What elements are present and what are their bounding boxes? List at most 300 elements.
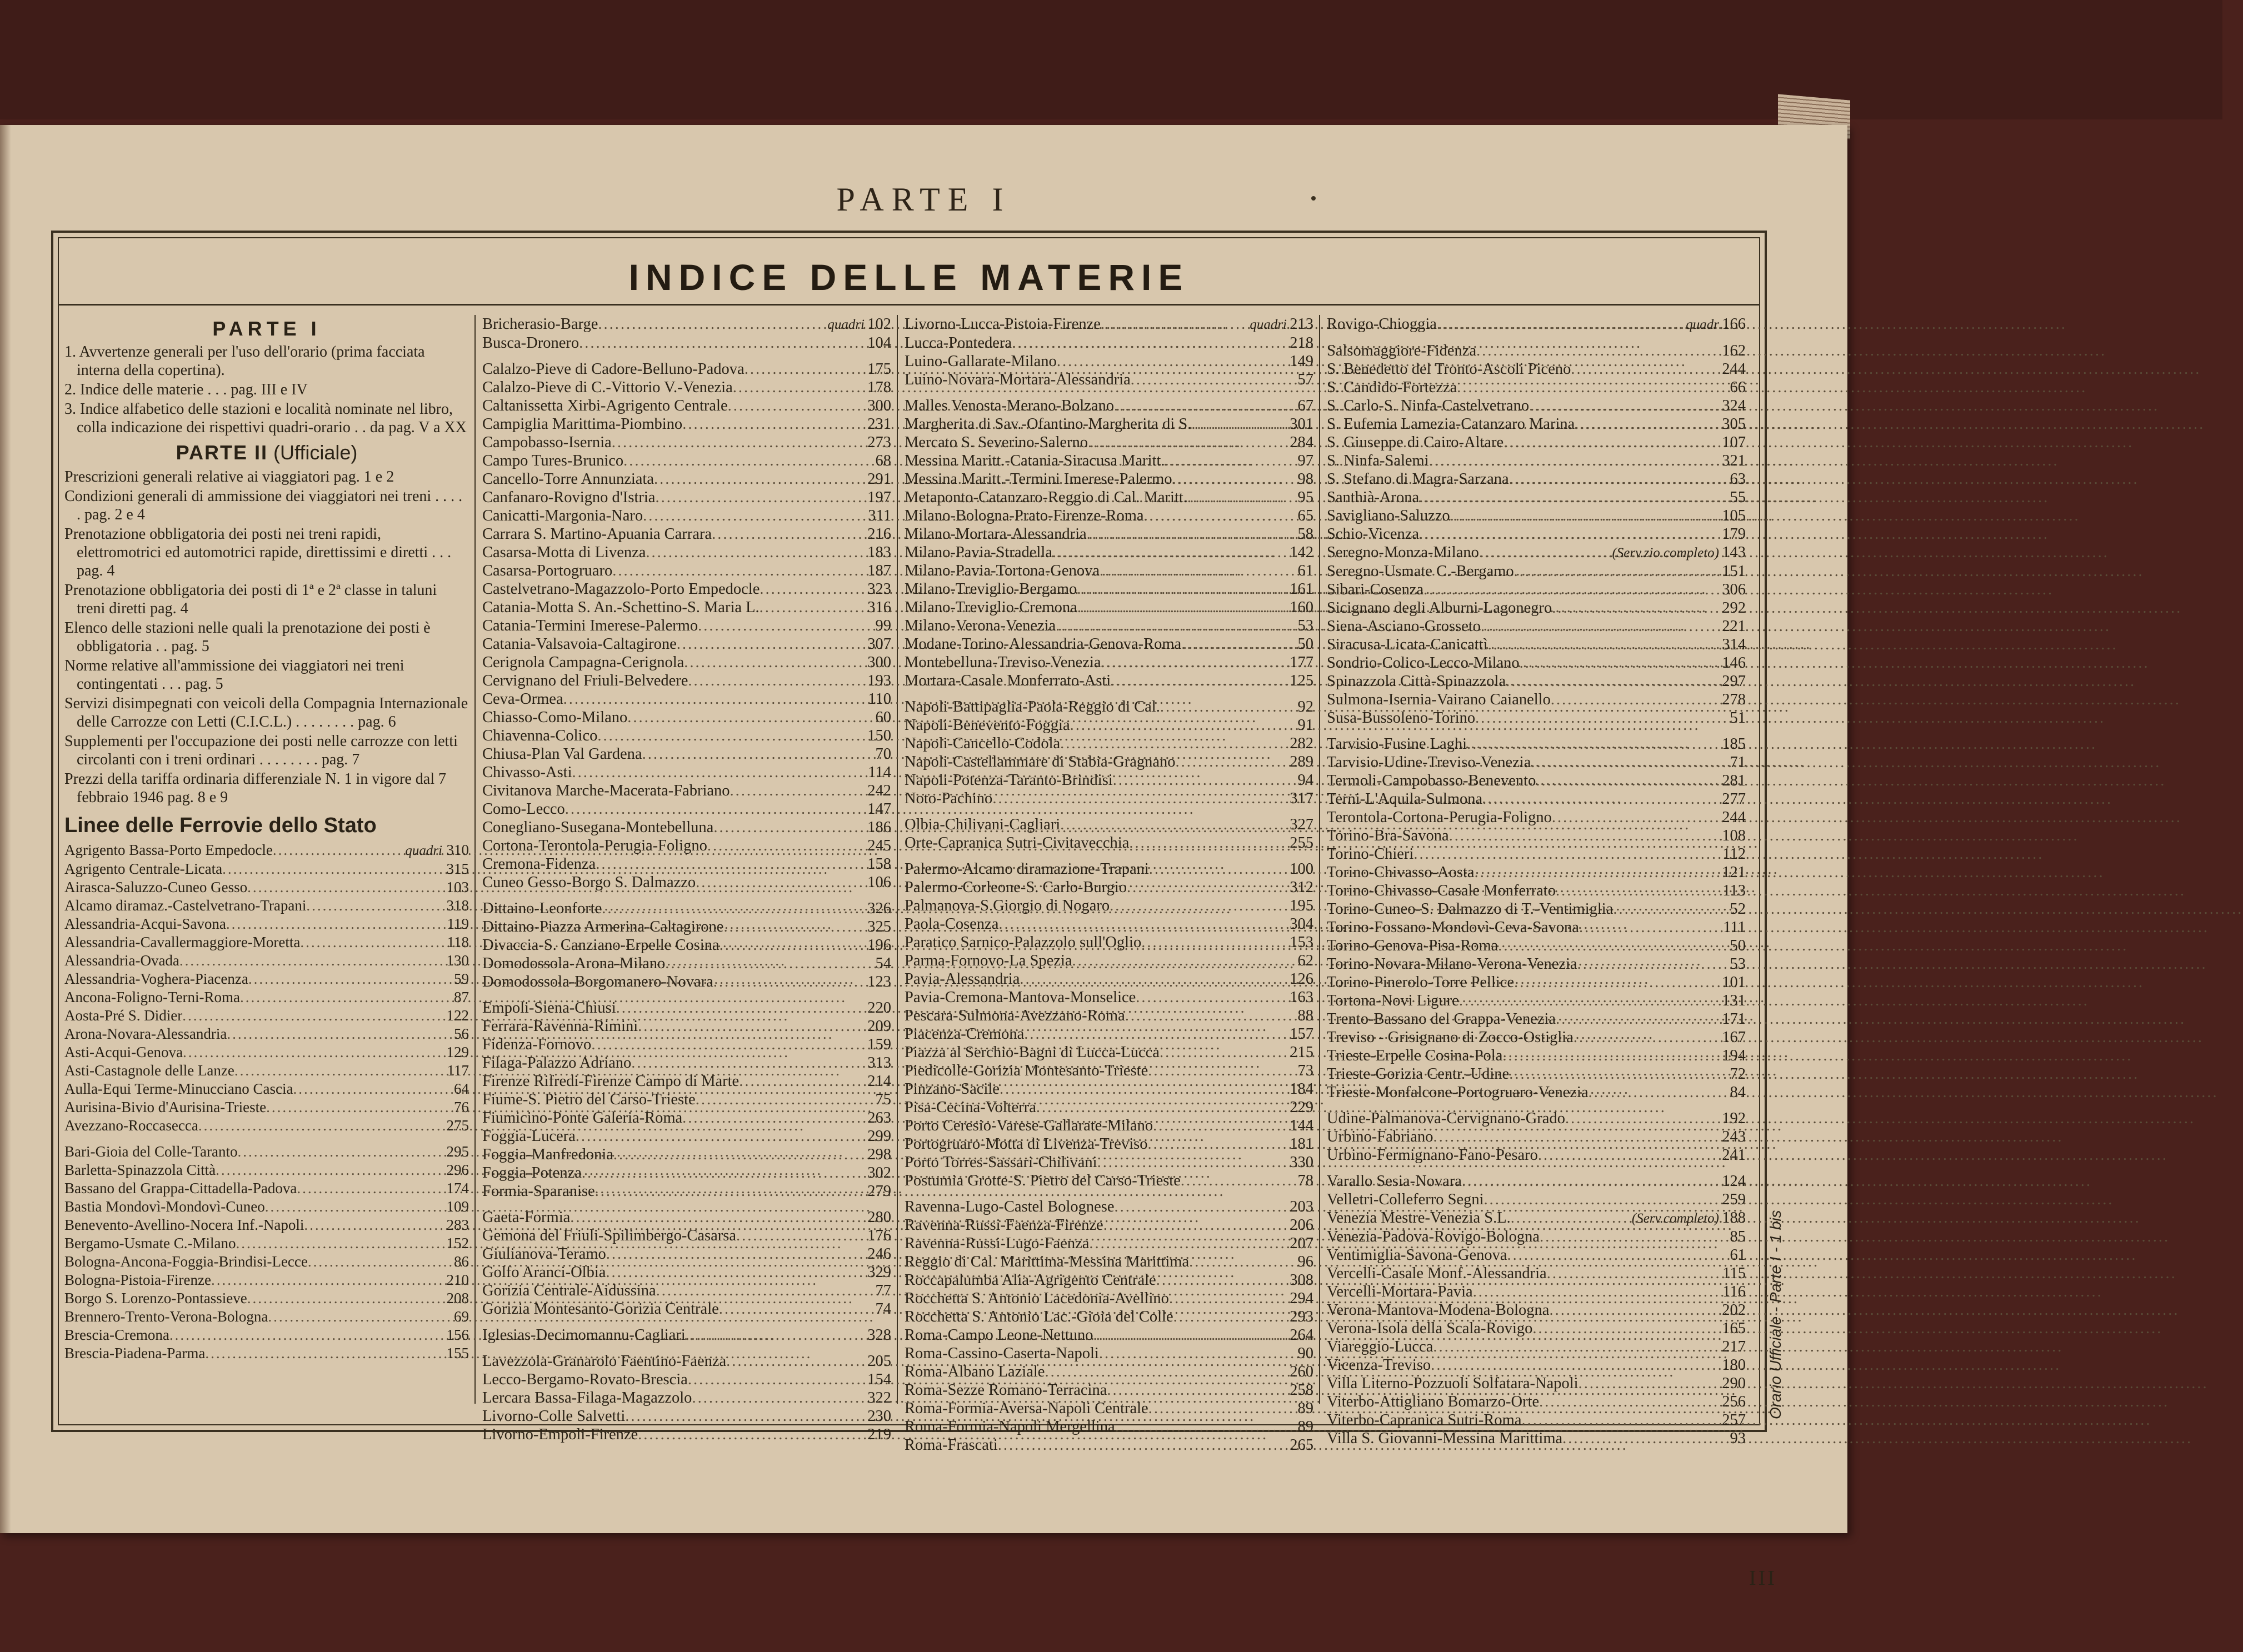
entry-page-number: 205 <box>867 1353 891 1370</box>
entry-page-number: 308 <box>1290 1271 1313 1289</box>
entry-line-name: Piacenza-Cremona <box>905 1025 1025 1043</box>
leader-dots <box>1125 1007 1289 1025</box>
leader-dots <box>1070 716 1289 734</box>
index-entry <box>482 378 891 397</box>
index-entry <box>905 672 1313 690</box>
index-entry <box>905 1344 1313 1363</box>
leader-dots <box>1509 1065 1721 1083</box>
leader-dots <box>240 988 444 1007</box>
entry-line-name: Catania-Termini Imerese-Palermo <box>482 617 698 634</box>
leader-dots <box>1077 598 1289 617</box>
index-entry <box>905 1436 1313 1454</box>
entry-line-name: Luino-Novara-Mortara-Alessandria <box>905 371 1131 388</box>
entry-line-name: Pisa-Cecina-Volterra <box>905 1099 1036 1116</box>
index-entry <box>905 789 1313 808</box>
index-column-3 <box>899 315 1320 1454</box>
entry-qualifier: quadri <box>827 317 865 332</box>
entry-page-number: 156 <box>446 1326 469 1343</box>
index-entry <box>482 507 891 525</box>
index-entry <box>905 1381 1313 1399</box>
entry-page-number: 301 <box>1290 415 1313 433</box>
entry-page-number: 95 <box>1297 489 1313 506</box>
index-entry <box>905 598 1313 617</box>
entry-line-name: Carrara S. Martino-Apuania Carrara <box>482 525 712 543</box>
entry-page-number: 56 <box>454 1025 469 1042</box>
entry-line-name: Bricherasio-Barge <box>482 316 598 333</box>
entry-page-number: 77 <box>875 1282 891 1299</box>
entry-page-number: 70 <box>875 745 891 763</box>
entry-page-number: 54 <box>875 955 891 972</box>
leader-dots <box>1531 753 1721 772</box>
index-entry <box>1327 1190 1746 1209</box>
leader-dots <box>1110 897 1289 915</box>
entry-line-name: Torino-Chivasso-Aosta <box>1327 864 1475 881</box>
index-entry <box>905 716 1313 734</box>
index-entry <box>482 598 891 617</box>
entry-line-name: Torino-Genova-Pisa-Roma <box>1327 937 1498 954</box>
entry-page-number: 188 <box>1722 1209 1746 1227</box>
index-entry <box>905 1399 1313 1418</box>
leader-dots <box>1036 1098 1289 1117</box>
entry-page-number: 245 <box>867 837 891 854</box>
leader-dots <box>1514 973 1721 992</box>
entry-page-number: 130 <box>446 952 469 969</box>
entry-page-number: 218 <box>1290 334 1313 352</box>
entry-line-name: Milano-Verona-Venezia <box>905 617 1056 634</box>
entry-line-name: Brennero-Trento-Verona-Bologna <box>64 1308 268 1325</box>
index-entry <box>1327 1209 1746 1228</box>
entry-page-number: 67 <box>1297 397 1313 414</box>
index-entry <box>64 988 469 1007</box>
index-entry <box>482 1370 891 1389</box>
entry-line-name: Viterbo-Capranica Sutri-Roma <box>1327 1411 1522 1429</box>
leader-dots <box>1552 599 1721 617</box>
leader-dots <box>1181 635 1289 653</box>
entry-page-number: 246 <box>867 1245 891 1263</box>
parte-paragraph: 3. Indice alfabetico delle stazioni e località nominate nel libro, colla indicazione dei rispettivi quadri-orario . . da pag. V a XX <box>64 401 467 436</box>
leader-dots <box>1148 1399 1289 1418</box>
leader-dots <box>226 915 444 933</box>
leader-dots <box>1433 1128 1721 1146</box>
entry-page-number: 284 <box>1290 434 1313 451</box>
entry-line-name: Napoli-Battipaglia-Paola-Reggio di Cal. <box>905 698 1160 715</box>
index-entry <box>905 1117 1313 1135</box>
leader-dots <box>728 397 867 415</box>
parte-2-subtitle: (Ufficiale) <box>273 441 358 464</box>
entry-line-name: Fidenza-Fornovo <box>482 1036 592 1053</box>
index-entry <box>64 1161 469 1179</box>
entry-page-number: 109 <box>446 1198 469 1215</box>
index-entry <box>1327 1429 1746 1448</box>
entry-line-name: Busca-Dronero <box>482 334 580 352</box>
entry-page-number: 155 <box>446 1345 469 1361</box>
entry-line-name: Santhià-Arona <box>1327 489 1420 506</box>
entry-line-name: Mortara-Casale Monferrato-Asti <box>905 672 1111 689</box>
entry-line-name: Velletri-Colleferro Segni <box>1327 1191 1484 1208</box>
leader-dots <box>595 1182 867 1200</box>
entry-page-number: 193 <box>867 672 891 689</box>
entry-page-number: 325 <box>867 918 891 935</box>
entry-line-name: Torino-Pinerolo-Torre Pellice <box>1327 974 1515 991</box>
entry-page-number: 124 <box>1722 1173 1746 1190</box>
entry-page-number: 71 <box>1730 754 1746 771</box>
entry-page-number: 306 <box>1722 581 1746 598</box>
index-entry <box>905 1289 1313 1308</box>
index-entry <box>905 617 1313 635</box>
entry-page-number: 175 <box>867 361 891 378</box>
index-entry <box>482 360 891 378</box>
entry-line-name: Roma-Sezze Romano-Terracina <box>905 1381 1107 1399</box>
entry-page-number: 104 <box>867 334 891 352</box>
section-gap <box>905 389 1313 397</box>
entry-line-name: Verona-Mantova-Modena-Bologna <box>1327 1301 1550 1319</box>
entry-line-name: Salsomaggiore-Fidenza <box>1327 342 1477 359</box>
entry-page-number: 52 <box>1730 900 1746 918</box>
entry-page-number: 163 <box>1290 989 1313 1006</box>
index-entry <box>905 834 1313 852</box>
entry-page-number: 207 <box>1290 1235 1313 1252</box>
entry-line-name: Milano-Pavia-Stradella <box>905 544 1052 561</box>
index-entry <box>482 708 891 727</box>
section-gap <box>1327 1164 1746 1172</box>
entry-page-number: 75 <box>875 1091 891 1108</box>
entry-page-number: 93 <box>1730 1430 1746 1447</box>
parte-2-heading <box>64 438 469 468</box>
entry-page-number: 275 <box>446 1117 469 1134</box>
index-entry <box>1327 735 1746 753</box>
index-entry <box>905 580 1313 598</box>
index-entry <box>905 1363 1313 1381</box>
entry-line-name: Campo Tures-Brunico <box>482 452 624 469</box>
leader-dots <box>1459 992 1721 1010</box>
entry-page-number: 160 <box>1290 599 1313 616</box>
index-entry <box>482 818 891 837</box>
leader-dots <box>1520 654 1721 672</box>
parte-paragraph: Prenotazione obbligatoria dei posti nei treni rapidi, elettromotrici ed automotrici rapide, direttissimi e diretti . . . pag. 4 <box>64 525 452 579</box>
entry-page-number: 260 <box>1290 1363 1313 1380</box>
leader-dots <box>211 1271 444 1289</box>
leader-dots <box>1488 635 1721 654</box>
entry-page-number: 165 <box>1722 1320 1746 1337</box>
entry-page-number: 181 <box>1290 1135 1313 1153</box>
leader-dots <box>665 954 867 973</box>
index-entry <box>1327 654 1746 672</box>
leader-dots <box>612 433 867 452</box>
entry-line-name: Siena-Asciano-Grosseto <box>1327 618 1481 635</box>
entry-page-number: 278 <box>1722 691 1746 708</box>
entry-line-name: Spinazzola Città-Spinazzola <box>1327 673 1506 690</box>
entry-line-name: Cremona-Fidenza <box>482 855 596 873</box>
entry-page-number: 281 <box>1722 772 1746 789</box>
index-entry <box>482 334 891 352</box>
leader-dots <box>713 973 867 991</box>
leader-dots <box>643 507 867 525</box>
index-entry <box>1327 772 1746 790</box>
entry-page-number: 98 <box>1297 470 1313 488</box>
entry-line-name: Catania-Valsavoia-Caltagirone <box>482 635 677 653</box>
index-entry <box>64 897 469 915</box>
index-entry <box>482 1352 891 1370</box>
entry-page-number: 97 <box>1297 452 1313 469</box>
leader-dots <box>565 800 867 818</box>
leader-dots <box>1149 860 1289 878</box>
section-gap <box>905 808 1313 815</box>
entry-line-name: Paola-Cosenza <box>905 915 999 933</box>
index-entry <box>905 771 1313 789</box>
entry-page-number: 273 <box>867 434 891 451</box>
index-entry <box>905 470 1313 488</box>
leader-dots <box>1089 1234 1289 1253</box>
index-entry <box>482 672 891 690</box>
leader-dots <box>1506 672 1721 690</box>
leader-dots <box>638 1017 867 1035</box>
index-entry <box>1327 1146 1746 1164</box>
entry-line-name: Roma-Cassino-Caserta-Napoli <box>905 1345 1099 1362</box>
index-entry <box>482 1281 891 1300</box>
entry-line-name: Postumia Grotte-S. Pietro del Carso-Trieste <box>905 1172 1181 1189</box>
index-entry <box>905 1007 1313 1025</box>
index-entry <box>482 973 891 991</box>
index-entry <box>905 433 1313 452</box>
entry-page-number: 195 <box>1290 897 1313 914</box>
parte-2-items <box>64 468 469 807</box>
leader-dots <box>570 1208 867 1227</box>
leader-dots <box>642 745 867 763</box>
section-gap <box>482 1318 891 1326</box>
entry-line-name: Lecco-Bergamo-Rovato-Brescia <box>482 1371 688 1388</box>
entry-line-name: Airasca-Saluzzo-Cuneo Gesso <box>64 879 248 895</box>
entry-line-name: Torino-Novara-Milano-Verona-Venezia <box>1327 955 1577 973</box>
entry-line-name: Porto Ceresio-Varese-Gallarate-Milano <box>905 1117 1153 1134</box>
leader-dots <box>247 878 444 897</box>
leader-dots <box>688 672 867 690</box>
entry-line-name: Napoli-Potenza-Taranto-Brindisi <box>905 772 1113 789</box>
entry-page-number: 122 <box>446 1007 469 1024</box>
section-gap <box>1327 334 1746 342</box>
entry-line-name: Gemona del Friuli-Spilimbergo-Casarsa <box>482 1227 736 1244</box>
entry-page-number: 310 <box>446 842 469 858</box>
leader-dots <box>1579 918 1721 937</box>
index-entry <box>905 415 1313 433</box>
entry-page-number: 298 <box>867 1146 891 1163</box>
entry-line-name: Treviso - Grisignano di Zocco-Ostiglia <box>1327 1029 1573 1046</box>
index-entry <box>64 1007 469 1025</box>
index-entry <box>482 397 891 415</box>
leader-dots <box>1060 734 1289 753</box>
entry-page-number: 88 <box>1297 1007 1313 1024</box>
entry-line-name: Livorno-Lucca-Pistoia-Firenze <box>905 316 1101 333</box>
leader-dots <box>596 855 867 873</box>
entry-page-number: 324 <box>1722 397 1746 414</box>
index-entry <box>482 452 891 470</box>
entry-page-number: 304 <box>1290 915 1313 933</box>
index-entry <box>1327 525 1746 543</box>
entry-line-name: Bergamo-Usmate C.-Milano <box>64 1235 236 1251</box>
entry-line-name: Parma-Fornovo-La Spezia <box>905 952 1072 969</box>
index-entry <box>64 1117 469 1135</box>
entry-line-name: Roma-Campo Leone-Nettuno <box>905 1326 1093 1344</box>
index-entry <box>482 936 891 954</box>
index-entry <box>1327 635 1746 654</box>
leader-dots <box>1115 1418 1289 1436</box>
leader-dots <box>1467 735 1721 753</box>
entry-page-number: 50 <box>1297 635 1313 653</box>
entry-line-name: Terontola-Cortona-Perugia-Foligno <box>1327 809 1552 826</box>
leader-dots <box>682 415 867 433</box>
entry-line-name: Pescara-Sulmona-Avezzano-Roma <box>905 1007 1125 1024</box>
index-entry <box>905 933 1313 952</box>
entry-line-name: Dittaino-Piazza Armerina-Caltagirone <box>482 918 724 935</box>
leader-dots <box>1475 709 1721 727</box>
entry-line-name: Casarsa-Motta di Livenza <box>482 544 646 561</box>
entry-page-number: 307 <box>867 635 891 653</box>
parte-paragraph: Prenotazione obbligatoria dei posti di 1ª e 2ª classe in taluni treni diretti pag. 4 <box>64 582 437 617</box>
entry-line-name: Benevento-Avellino-Nocera Inf.-Napoli <box>64 1217 304 1233</box>
leader-dots <box>169 1326 444 1344</box>
entry-page-number: 113 <box>1722 882 1746 899</box>
leader-dots <box>248 970 444 988</box>
entry-page-number: 129 <box>446 1044 469 1060</box>
entry-page-number: 60 <box>875 709 891 726</box>
leader-dots <box>1045 1363 1289 1381</box>
entry-line-name: Rocchetta S. Antonio Lac.-Gioia del Colle <box>905 1308 1173 1325</box>
index-entry <box>482 543 891 562</box>
index-entry <box>64 878 469 897</box>
entry-line-name: Barletta-Spinazzola Città <box>64 1162 216 1178</box>
entry-line-name: Tortona-Novi Ligure <box>1327 992 1459 1009</box>
entry-page-number: 125 <box>1290 672 1313 689</box>
entry-line-name: Ravenna-Russi-Lugo-Faenza <box>905 1235 1090 1252</box>
index-entry <box>905 525 1313 543</box>
index-entry <box>482 727 891 745</box>
index-entry <box>905 878 1313 897</box>
index-entry <box>482 782 891 800</box>
entry-page-number: 290 <box>1722 1375 1746 1392</box>
leader-dots <box>623 452 867 470</box>
entry-page-number: 203 <box>1290 1198 1313 1215</box>
index-entry <box>1327 1246 1746 1264</box>
leader-dots <box>1575 415 1721 433</box>
entry-page-number: 50 <box>1730 937 1746 954</box>
leader-dots <box>579 334 867 352</box>
leader-dots <box>638 1425 867 1444</box>
entry-line-name: Filaga-Palazzo Adriano <box>482 1054 632 1072</box>
entry-page-number: 294 <box>1290 1290 1313 1307</box>
index-entry <box>482 873 891 892</box>
entry-page-number: 57 <box>1297 371 1313 388</box>
index-entry <box>1327 709 1746 727</box>
entry-line-name: Cerignola Campagna-Cerignola <box>482 654 685 671</box>
index-entry <box>905 562 1313 580</box>
entry-page-number: 180 <box>1722 1356 1746 1374</box>
entry-page-number: 295 <box>446 1143 469 1160</box>
entry-line-name: Messina Maritt.-Termini Imerese-Palermo <box>905 470 1172 488</box>
index-entry <box>1327 992 1746 1010</box>
index-entry <box>482 1227 891 1245</box>
index-title: INDICE DELLE MATERIE <box>628 257 1190 298</box>
index-entry <box>1327 315 1746 334</box>
index-entry <box>1327 1028 1746 1047</box>
leader-dots <box>1511 1209 1630 1227</box>
entry-page-number: 162 <box>1722 342 1746 359</box>
entry-line-name: Noto-Pachino <box>905 790 993 807</box>
index-entry <box>482 580 891 598</box>
index-entry <box>905 543 1313 562</box>
entry-page-number: 152 <box>446 1235 469 1251</box>
entry-page-number: 208 <box>446 1290 469 1306</box>
entry-line-name: Bologna-Ancona-Foggia-Brindisi-Lecce <box>64 1253 308 1270</box>
index-entry <box>905 815 1313 834</box>
entry-line-name: Chiavenna-Colico <box>482 727 598 744</box>
entry-line-name: Malles Venosta-Merano-Bolzano <box>905 397 1114 414</box>
entry-page-number: 99 <box>875 617 891 634</box>
entry-page-number: 105 <box>1722 507 1746 524</box>
index-entry <box>64 933 469 952</box>
index-entry <box>482 690 891 708</box>
leader-dots <box>992 789 1289 808</box>
leader-dots <box>1057 352 1289 371</box>
index-entry <box>482 1145 891 1164</box>
index-entry <box>1327 1264 1746 1283</box>
entry-line-name: Canicatti-Margonia-Naro <box>482 507 643 524</box>
entry-page-number: 64 <box>454 1080 469 1097</box>
leader-dots <box>1156 1271 1289 1289</box>
leader-dots <box>1551 690 1721 709</box>
entry-page-number: 209 <box>867 1018 891 1035</box>
entry-line-name: Milano-Mortara-Alessandria <box>905 525 1087 543</box>
leader-dots <box>1423 580 1721 599</box>
leader-dots <box>1153 1117 1289 1135</box>
leader-dots <box>1502 1047 1721 1065</box>
leader-dots <box>183 1043 444 1062</box>
leader-dots <box>300 933 444 952</box>
entry-line-name: Chiusa-Plan Val Gardena <box>482 745 642 763</box>
leader-dots <box>613 1145 867 1164</box>
leader-dots <box>627 708 867 727</box>
index-entry <box>482 415 891 433</box>
leader-dots <box>998 915 1289 933</box>
index-entry <box>1327 1411 1746 1429</box>
index-entry <box>905 753 1313 771</box>
leader-dots <box>1097 1153 1289 1172</box>
leader-dots <box>1429 452 1721 470</box>
entry-line-name: Pavia-Cremona-Mantova-Monselice <box>905 989 1136 1006</box>
index-entry <box>64 1179 469 1198</box>
leader-dots <box>234 1062 444 1080</box>
leader-dots <box>1160 1043 1289 1062</box>
entry-qualifier: (Serv.completo) <box>1631 1211 1719 1226</box>
entry-page-number: 256 <box>1722 1393 1746 1410</box>
entry-page-number: 149 <box>1290 353 1313 370</box>
entry-page-number: 305 <box>1722 415 1746 433</box>
entry-line-name: Porto Torres-Sassari-Chilivani <box>905 1154 1097 1171</box>
entry-line-name: Borgo S. Lorenzo-Pontassieve <box>64 1290 247 1306</box>
index-entry <box>1327 1047 1746 1065</box>
entry-page-number: 107 <box>1722 434 1746 451</box>
entry-line-name: Milano-Treviglio-Bergamo <box>905 580 1077 598</box>
leader-dots <box>598 315 825 333</box>
entry-line-name: Roma-Albano Laziale <box>905 1363 1045 1380</box>
leader-dots <box>1101 315 1247 333</box>
leader-dots <box>1509 470 1721 488</box>
entry-page-number: 241 <box>1722 1147 1746 1164</box>
index-entry <box>482 617 891 635</box>
entry-page-number: 91 <box>1297 717 1313 734</box>
entry-page-number: 150 <box>867 727 891 744</box>
leader-dots <box>1148 1062 1289 1080</box>
entry-line-name: Reggio di Cal. Marittima-Messina Marittima <box>905 1253 1190 1270</box>
entry-page-number: 220 <box>867 999 891 1017</box>
